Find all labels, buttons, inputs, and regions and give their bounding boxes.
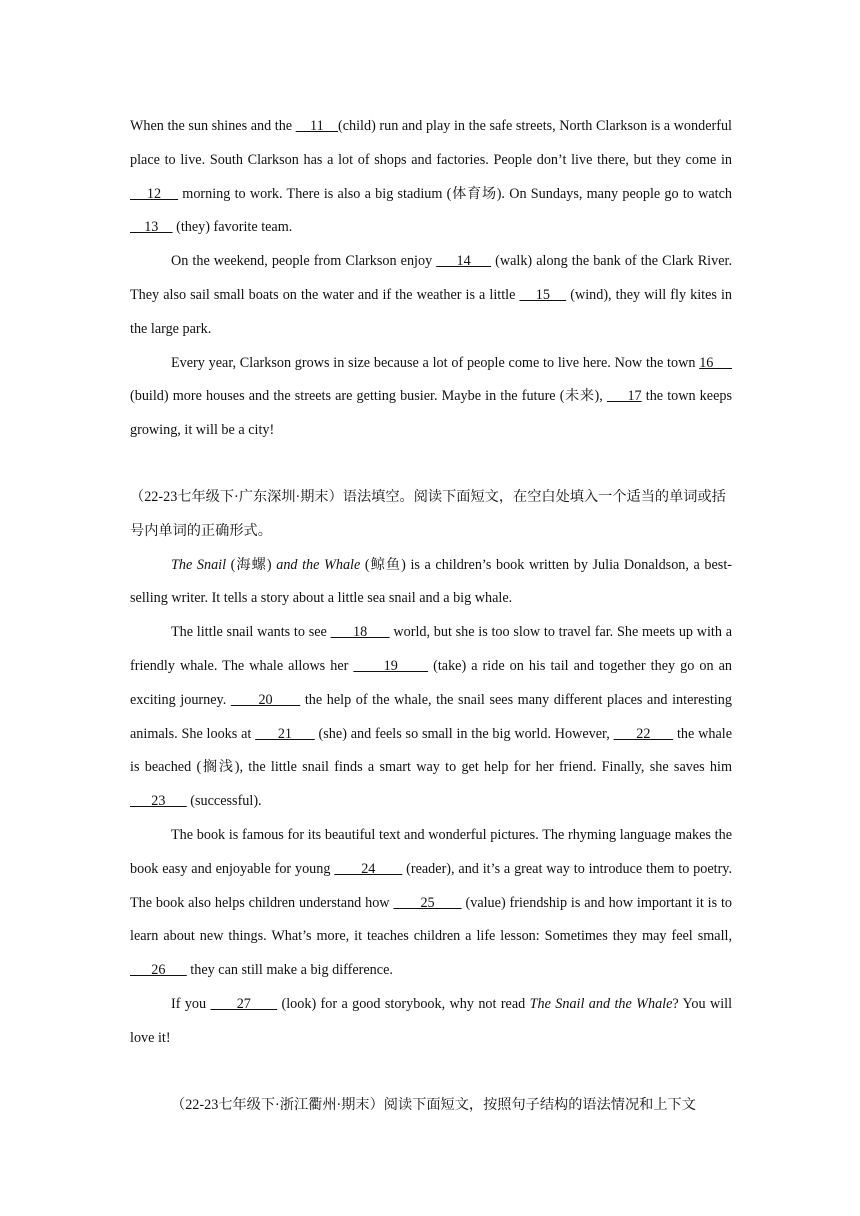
text: (reader), and it’s a great way to introduce them to poetry. The book also helps children understand how: [130, 860, 733, 911]
section-heading-3: （22-23七年级下·浙江衢州·期末）阅读下面短文，按照句子结构的语法情况和上下文: [171, 1096, 696, 1113]
blank-14[interactable]: 14: [436, 253, 492, 270]
text: ? You will love it!: [130, 995, 733, 1046]
blank-27[interactable]: 27: [210, 995, 278, 1012]
blank-11[interactable]: 11: [295, 118, 338, 134]
passage2-paragraph-4: [130, 988, 732, 1056]
text: The book is famous for its beautiful text and wonderful pictures. The rhyming language makes the book easy and enjoyable for young: [130, 826, 732, 877]
text: (successful).: [186, 793, 262, 810]
blank-24[interactable]: 24: [334, 860, 403, 877]
blank-16[interactable]: 16: [699, 354, 733, 371]
text: (child) run and play in the safe streets, North Clarkson is a wonderful place to live. South Clarkson has a lot of shops and factories. People don’t live there, but they come in: [130, 118, 732, 168]
text: (take) a ride on his tail and together they go on an exciting journey.: [130, 657, 732, 708]
blank-25[interactable]: 25: [393, 894, 462, 911]
passage2-paragraph-3: [130, 819, 732, 988]
blank-26[interactable]: 26: [130, 962, 187, 979]
text: (build) more houses and the streets are getting busier. Maybe in the future (未来),: [130, 388, 607, 405]
passage1-paragraph-1: [130, 110, 732, 245]
text: they can still make a big difference.: [186, 962, 393, 979]
text: the whale is beached (搁浅), the little snail finds a smart way to get help for her friend. Finally, she saves him: [130, 725, 732, 776]
text: If you: [171, 995, 211, 1012]
passage1-paragraph-3: [130, 347, 732, 448]
blank-20[interactable]: 20: [230, 691, 301, 708]
text: (鲸鱼) is a children’s book written by Julia Donaldson, a best-selling writer. It tells a story about a little sea snail and a big whale.: [130, 556, 732, 607]
blank-19[interactable]: 19: [353, 657, 429, 674]
blank-17[interactable]: 17: [606, 388, 642, 405]
section-gap: [130, 1056, 732, 1089]
text: The little snail wants to see: [171, 624, 331, 641]
book-title: The Snail: [171, 556, 227, 573]
blank-21[interactable]: 21: [255, 725, 315, 742]
text: (value) friendship is and how important it is to learn about new things. What’s more, it teaches children a life lesson: Sometimes they may feel small,: [130, 894, 732, 945]
book-title: and the Whale: [276, 556, 361, 573]
text: (they) favorite team.: [172, 219, 293, 236]
text: When the sun shines and the: [130, 118, 296, 134]
text: morning to work. There is also a big stadium (体育场). On Sundays, many people go to watch: [178, 185, 732, 202]
section-gap: [130, 448, 732, 481]
blank-12[interactable]: 12: [130, 185, 179, 202]
blank-18[interactable]: 18: [330, 624, 390, 641]
document-page: [130, 110, 732, 1122]
text: world, but she is too slow to travel far. She meets up with a friendly whale. The whale allows her: [130, 624, 733, 674]
text: (she) and feels so small in the big world. However,: [314, 725, 614, 742]
text: the town keeps growing, it will be a city!: [130, 388, 732, 439]
text: (look) for a good storybook, why not read: [277, 995, 530, 1012]
passage1-paragraph-2: [130, 245, 732, 346]
passage2-paragraph-1: [130, 549, 732, 617]
text: On the weekend, people from Clarkson enjoy: [171, 253, 437, 270]
text: (海螺): [226, 556, 277, 573]
text: the help of the whale, the snail sees many different places and interesting animals. She looks at: [130, 691, 732, 742]
passage2-paragraph-2: [130, 616, 732, 819]
text: (walk) along the bank of the Clark River. They also sail small boats on the water and if the weather is a little: [130, 253, 732, 303]
section-heading-2: （22-23七年级下·广东深圳·期末）语法填空。阅读下面短文，在空白处填入一个适当的单词或括号内单词的正确形式。: [130, 488, 726, 539]
blank-23[interactable]: 23: [130, 793, 187, 810]
book-title: The Snail and the Whale: [529, 995, 673, 1012]
blank-22[interactable]: 22: [613, 725, 674, 742]
blank-15[interactable]: 15: [519, 286, 567, 303]
text: (wind), they will fly kites in the large park.: [130, 286, 732, 337]
text: Every year, Clarkson grows in size because a lot of people come to live here. Now the town: [171, 354, 700, 371]
blank-13[interactable]: 13: [130, 219, 173, 236]
